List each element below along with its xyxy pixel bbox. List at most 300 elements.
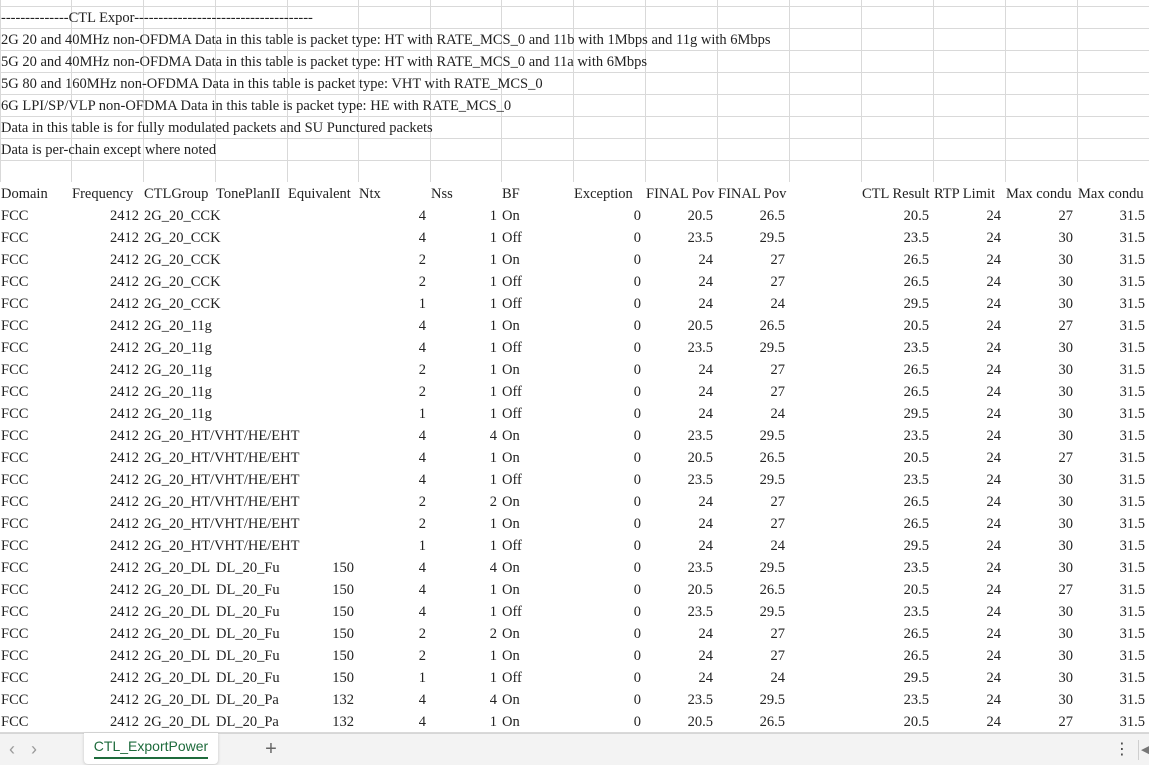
cell-equivalent[interactable]: 150 <box>287 622 358 644</box>
cell-toneplan[interactable]: DL_20_Fu <box>215 556 287 578</box>
cell-final-pov-1[interactable]: 24 <box>645 270 717 292</box>
cell-ctlgroup[interactable]: 2G_20_HT/VHT/HE/EHT <box>143 490 358 512</box>
cell-ctl-result[interactable]: 23.5 <box>861 468 933 490</box>
cell-ctlgroup[interactable]: 2G_20_HT/VHT/HE/EHT <box>143 512 358 534</box>
cell-ctlgroup[interactable]: 2G_20_DL <box>143 556 215 578</box>
cell-nss[interactable]: 1 <box>430 270 501 292</box>
cell-domain[interactable]: FCC <box>0 270 71 292</box>
cell-final-pov-1[interactable]: 24 <box>645 490 717 512</box>
cell-max-condu-1[interactable]: 30 <box>1005 490 1077 512</box>
cell-rtp-limit[interactable]: 24 <box>933 622 1005 644</box>
cell-exception[interactable]: 0 <box>573 490 645 512</box>
cell-nss[interactable]: 1 <box>430 204 501 226</box>
header-cell-frequency[interactable]: Frequency <box>71 182 143 204</box>
cell-rtp-limit[interactable]: 24 <box>933 424 1005 446</box>
cell-final-pov-1[interactable]: 20.5 <box>645 578 717 600</box>
cell-frequency[interactable]: 2412 <box>71 292 143 314</box>
cell-domain[interactable]: FCC <box>0 380 71 402</box>
cell-rtp-limit[interactable]: 24 <box>933 710 1005 732</box>
cell-rtp-limit[interactable]: 24 <box>933 534 1005 556</box>
cell-nss[interactable]: 1 <box>430 402 501 424</box>
cell-domain[interactable]: FCC <box>0 600 71 622</box>
cell-bf[interactable]: On <box>501 490 573 512</box>
cell-blank[interactable] <box>789 666 861 688</box>
cell-bf[interactable]: On <box>501 204 573 226</box>
cell-equivalent[interactable]: 150 <box>287 644 358 666</box>
cell-max-condu-1[interactable]: 30 <box>1005 600 1077 622</box>
cell-final-pov-1[interactable]: 24 <box>645 292 717 314</box>
cell-nss[interactable]: 1 <box>430 512 501 534</box>
cell-exception[interactable]: 0 <box>573 512 645 534</box>
cell-bf[interactable]: On <box>501 358 573 380</box>
header-cell-bf[interactable]: BF <box>501 182 573 204</box>
cell-ntx[interactable]: 2 <box>358 248 430 270</box>
cell-domain[interactable]: FCC <box>0 688 71 710</box>
cell-toneplan[interactable]: DL_20_Fu <box>215 622 287 644</box>
cell-nss[interactable]: 1 <box>430 446 501 468</box>
cell-ctlgroup[interactable]: 2G_20_HT/VHT/HE/EHT <box>143 468 358 490</box>
cell-bf[interactable]: Off <box>501 402 573 424</box>
cell-frequency[interactable]: 2412 <box>71 556 143 578</box>
cell-rtp-limit[interactable]: 24 <box>933 666 1005 688</box>
cell-rtp-limit[interactable]: 24 <box>933 644 1005 666</box>
cell-exception[interactable]: 0 <box>573 578 645 600</box>
cell-final-pov-1[interactable]: 24 <box>645 248 717 270</box>
cell-domain[interactable]: FCC <box>0 358 71 380</box>
cell-ntx[interactable]: 4 <box>358 600 430 622</box>
cell-blank[interactable] <box>789 358 861 380</box>
cell-final-pov-1[interactable]: 23.5 <box>645 688 717 710</box>
cell-ctlgroup[interactable]: 2G_20_DL <box>143 688 215 710</box>
cell-max-condu-2[interactable]: 31.5 <box>1077 226 1149 248</box>
cell-rtp-limit[interactable]: 24 <box>933 204 1005 226</box>
cell-ntx[interactable]: 2 <box>358 270 430 292</box>
more-options-icon[interactable]: ⋮ <box>1114 741 1130 758</box>
cell-ctlgroup[interactable]: 2G_20_CCK <box>143 292 358 314</box>
cell-final-pov-1[interactable]: 23.5 <box>645 468 717 490</box>
cell-nss[interactable]: 1 <box>430 380 501 402</box>
cell-exception[interactable]: 0 <box>573 688 645 710</box>
cell-final-pov-2[interactable]: 29.5 <box>717 556 789 578</box>
cell-max-condu-2[interactable]: 31.5 <box>1077 336 1149 358</box>
cell-ctlgroup[interactable]: 2G_20_11g <box>143 402 358 424</box>
cell-ctl-result[interactable]: 20.5 <box>861 314 933 336</box>
cell-max-condu-2[interactable]: 31.5 <box>1077 666 1149 688</box>
cell-bf[interactable]: Off <box>501 534 573 556</box>
cell-nss[interactable]: 4 <box>430 688 501 710</box>
cell-ntx[interactable]: 4 <box>358 336 430 358</box>
cell-domain[interactable]: FCC <box>0 534 71 556</box>
cell-ctl-result[interactable]: 23.5 <box>861 226 933 248</box>
cell-max-condu-1[interactable]: 30 <box>1005 468 1077 490</box>
cell-exception[interactable]: 0 <box>573 226 645 248</box>
cell-exception[interactable]: 0 <box>573 358 645 380</box>
cell-final-pov-2[interactable]: 27 <box>717 380 789 402</box>
cell-nss[interactable]: 1 <box>430 358 501 380</box>
cell-max-condu-1[interactable]: 30 <box>1005 666 1077 688</box>
cell-ctlgroup[interactable]: 2G_20_11g <box>143 336 358 358</box>
cell-blank[interactable] <box>789 336 861 358</box>
cell-max-condu-2[interactable]: 31.5 <box>1077 270 1149 292</box>
cell-frequency[interactable]: 2412 <box>71 336 143 358</box>
cell-domain[interactable]: FCC <box>0 446 71 468</box>
cell-final-pov-1[interactable]: 23.5 <box>645 336 717 358</box>
cell-final-pov-1[interactable]: 20.5 <box>645 446 717 468</box>
cell-max-condu-1[interactable]: 30 <box>1005 336 1077 358</box>
cell-blank[interactable] <box>789 688 861 710</box>
cell-frequency[interactable]: 2412 <box>71 314 143 336</box>
cell-ctlgroup[interactable]: 2G_20_DL <box>143 710 215 732</box>
cell-exception[interactable]: 0 <box>573 468 645 490</box>
cell-blank[interactable] <box>789 556 861 578</box>
cell-frequency[interactable]: 2412 <box>71 226 143 248</box>
cell-max-condu-2[interactable]: 31.5 <box>1077 468 1149 490</box>
cell-exception[interactable]: 0 <box>573 292 645 314</box>
cell-frequency[interactable]: 2412 <box>71 468 143 490</box>
cell-ctlgroup[interactable]: 2G_20_HT/VHT/HE/EHT <box>143 424 358 446</box>
cell-max-condu-1[interactable]: 30 <box>1005 644 1077 666</box>
cell-ctlgroup[interactable]: 2G_20_HT/VHT/HE/EHT <box>143 446 358 468</box>
cell-max-condu-1[interactable]: 30 <box>1005 512 1077 534</box>
cell-nss[interactable]: 1 <box>430 600 501 622</box>
cell-rtp-limit[interactable]: 24 <box>933 468 1005 490</box>
cell-rtp-limit[interactable]: 24 <box>933 314 1005 336</box>
cell-nss[interactable]: 1 <box>430 666 501 688</box>
cell-ctl-result[interactable]: 20.5 <box>861 446 933 468</box>
cell-ctl-result[interactable]: 23.5 <box>861 556 933 578</box>
cell-domain[interactable]: FCC <box>0 292 71 314</box>
cell-frequency[interactable]: 2412 <box>71 204 143 226</box>
cell-nss[interactable]: 2 <box>430 622 501 644</box>
cell-nss[interactable]: 1 <box>430 644 501 666</box>
cell-frequency[interactable]: 2412 <box>71 710 143 732</box>
cell-exception[interactable]: 0 <box>573 336 645 358</box>
cell-final-pov-2[interactable]: 26.5 <box>717 446 789 468</box>
cell-ctlgroup[interactable]: 2G_20_CCK <box>143 204 358 226</box>
cell-max-condu-1[interactable]: 30 <box>1005 248 1077 270</box>
cell-ctl-result[interactable]: 29.5 <box>861 534 933 556</box>
cell-max-condu-2[interactable]: 31.5 <box>1077 622 1149 644</box>
cell-final-pov-1[interactable]: 24 <box>645 358 717 380</box>
cell-ctl-result[interactable]: 26.5 <box>861 512 933 534</box>
cell-ntx[interactable]: 1 <box>358 402 430 424</box>
cell-exception[interactable]: 0 <box>573 270 645 292</box>
header-cell-max-condu-1[interactable]: Max condu <box>1005 182 1077 204</box>
cell-ctl-result[interactable]: 20.5 <box>861 710 933 732</box>
cell-equivalent[interactable]: 150 <box>287 556 358 578</box>
cell-rtp-limit[interactable]: 24 <box>933 490 1005 512</box>
cell-rtp-limit[interactable]: 24 <box>933 336 1005 358</box>
cell-ctlgroup[interactable]: 2G_20_CCK <box>143 248 358 270</box>
cell-max-condu-2[interactable]: 31.5 <box>1077 556 1149 578</box>
cell-ctl-result[interactable]: 26.5 <box>861 380 933 402</box>
cell-rtp-limit[interactable]: 24 <box>933 358 1005 380</box>
cell-max-condu-2[interactable]: 31.5 <box>1077 512 1149 534</box>
cell-final-pov-2[interactable]: 29.5 <box>717 336 789 358</box>
cell-exception[interactable]: 0 <box>573 248 645 270</box>
cell-max-condu-1[interactable]: 30 <box>1005 534 1077 556</box>
cell-final-pov-2[interactable]: 29.5 <box>717 468 789 490</box>
cell-blank[interactable] <box>789 314 861 336</box>
cell-ctl-result[interactable]: 20.5 <box>861 204 933 226</box>
cell-rtp-limit[interactable]: 24 <box>933 600 1005 622</box>
cell-final-pov-2[interactable]: 24 <box>717 402 789 424</box>
cell-ntx[interactable]: 4 <box>358 710 430 732</box>
cell-equivalent[interactable]: 150 <box>287 600 358 622</box>
cell-rtp-limit[interactable]: 24 <box>933 248 1005 270</box>
cell-ctl-result[interactable]: 29.5 <box>861 402 933 424</box>
cell-rtp-limit[interactable]: 24 <box>933 226 1005 248</box>
cell-max-condu-2[interactable]: 31.5 <box>1077 424 1149 446</box>
cell-domain[interactable]: FCC <box>0 710 71 732</box>
cell-domain[interactable]: FCC <box>0 622 71 644</box>
cell-bf[interactable]: On <box>501 314 573 336</box>
cell-final-pov-2[interactable]: 27 <box>717 622 789 644</box>
cell-ntx[interactable]: 1 <box>358 292 430 314</box>
cell-exception[interactable]: 0 <box>573 402 645 424</box>
cell-blank[interactable] <box>789 402 861 424</box>
add-sheet-button[interactable]: + <box>265 738 277 760</box>
cell-max-condu-1[interactable]: 27 <box>1005 204 1077 226</box>
cell-max-condu-1[interactable]: 30 <box>1005 622 1077 644</box>
sheet-tab-ctl-exportpower[interactable] <box>84 733 218 764</box>
header-cell-final-pov-2[interactable]: FINAL Pov <box>717 182 789 204</box>
header-cell-toneplan[interactable]: TonePlanII <box>215 182 287 204</box>
cell-domain[interactable]: FCC <box>0 578 71 600</box>
cell-blank[interactable] <box>789 292 861 314</box>
cell-ntx[interactable]: 2 <box>358 358 430 380</box>
cell-domain[interactable]: FCC <box>0 336 71 358</box>
chevron-left-icon[interactable]: ‹ <box>9 739 15 759</box>
cell-final-pov-2[interactable]: 24 <box>717 666 789 688</box>
cell-max-condu-2[interactable]: 31.5 <box>1077 600 1149 622</box>
cell-max-condu-2[interactable]: 31.5 <box>1077 204 1149 226</box>
cell-ntx[interactable]: 2 <box>358 644 430 666</box>
note-cell[interactable]: 2G 20 and 40MHz non-OFDMA Data in this table is packet type: HT with RATE_MCS_0 and 11b with 1Mbps and 11g with 6Mbps <box>1 32 771 48</box>
cell-ntx[interactable]: 1 <box>358 666 430 688</box>
cell-blank[interactable] <box>789 446 861 468</box>
cell-bf[interactable]: Off <box>501 380 573 402</box>
cell-ctl-result[interactable]: 23.5 <box>861 424 933 446</box>
cell-final-pov-1[interactable]: 23.5 <box>645 226 717 248</box>
cell-frequency[interactable]: 2412 <box>71 358 143 380</box>
cell-ntx[interactable]: 4 <box>358 468 430 490</box>
cell-bf[interactable]: On <box>501 446 573 468</box>
cell-ctl-result[interactable]: 26.5 <box>861 622 933 644</box>
cell-rtp-limit[interactable]: 24 <box>933 446 1005 468</box>
cell-ctlgroup[interactable]: 2G_20_HT/VHT/HE/EHT <box>143 534 358 556</box>
cell-final-pov-2[interactable]: 26.5 <box>717 578 789 600</box>
cell-final-pov-2[interactable]: 27 <box>717 512 789 534</box>
cell-ntx[interactable]: 4 <box>358 226 430 248</box>
cell-max-condu-2[interactable]: 31.5 <box>1077 578 1149 600</box>
cell-ctlgroup[interactable]: 2G_20_DL <box>143 600 215 622</box>
cell-ctl-result[interactable]: 23.5 <box>861 336 933 358</box>
cell-max-condu-2[interactable]: 31.5 <box>1077 248 1149 270</box>
cell-ctlgroup[interactable]: 2G_20_DL <box>143 666 215 688</box>
cell-ctl-result[interactable]: 26.5 <box>861 358 933 380</box>
cell-rtp-limit[interactable]: 24 <box>933 292 1005 314</box>
cell-final-pov-2[interactable]: 26.5 <box>717 710 789 732</box>
cell-frequency[interactable]: 2412 <box>71 424 143 446</box>
cell-exception[interactable]: 0 <box>573 556 645 578</box>
cell-final-pov-2[interactable]: 27 <box>717 644 789 666</box>
cell-ntx[interactable]: 2 <box>358 380 430 402</box>
cell-blank[interactable] <box>789 424 861 446</box>
cell-nss[interactable]: 2 <box>430 490 501 512</box>
note-cell[interactable]: 5G 20 and 40MHz non-OFDMA Data in this table is packet type: HT with RATE_MCS_0 and 11a with 6Mbps <box>1 54 648 70</box>
cell-domain[interactable]: FCC <box>0 556 71 578</box>
cell-rtp-limit[interactable]: 24 <box>933 270 1005 292</box>
cell-nss[interactable]: 1 <box>430 534 501 556</box>
cell-ctlgroup[interactable]: 2G_20_11g <box>143 314 358 336</box>
cell-final-pov-1[interactable]: 24 <box>645 644 717 666</box>
cell-max-condu-1[interactable]: 27 <box>1005 710 1077 732</box>
cell-frequency[interactable]: 2412 <box>71 490 143 512</box>
cell-frequency[interactable]: 2412 <box>71 600 143 622</box>
cell-max-condu-1[interactable]: 30 <box>1005 424 1077 446</box>
header-cell-nss[interactable]: Nss <box>430 182 501 204</box>
cell-bf[interactable]: Off <box>501 226 573 248</box>
cell-bf[interactable]: Off <box>501 666 573 688</box>
cell-final-pov-1[interactable]: 23.5 <box>645 556 717 578</box>
cell-bf[interactable]: On <box>501 248 573 270</box>
cell-exception[interactable]: 0 <box>573 424 645 446</box>
cell-frequency[interactable]: 2412 <box>71 644 143 666</box>
cell-blank[interactable] <box>789 468 861 490</box>
cell-ntx[interactable]: 1 <box>358 534 430 556</box>
cell-ctl-result[interactable]: 20.5 <box>861 578 933 600</box>
cell-toneplan[interactable]: DL_20_Pa <box>215 688 287 710</box>
cell-nss[interactable]: 1 <box>430 292 501 314</box>
cell-final-pov-1[interactable]: 23.5 <box>645 600 717 622</box>
cell-final-pov-2[interactable]: 26.5 <box>717 204 789 226</box>
cell-max-condu-2[interactable]: 31.5 <box>1077 534 1149 556</box>
cell-final-pov-1[interactable]: 24 <box>645 534 717 556</box>
cell-frequency[interactable]: 2412 <box>71 512 143 534</box>
cell-final-pov-1[interactable]: 24 <box>645 622 717 644</box>
cell-rtp-limit[interactable]: 24 <box>933 556 1005 578</box>
cell-domain[interactable]: FCC <box>0 204 71 226</box>
cell-final-pov-2[interactable]: 29.5 <box>717 226 789 248</box>
chevron-right-icon[interactable]: › <box>31 739 37 759</box>
cell-max-condu-1[interactable]: 30 <box>1005 270 1077 292</box>
cell-max-condu-2[interactable]: 31.5 <box>1077 402 1149 424</box>
cell-ntx[interactable]: 4 <box>358 424 430 446</box>
note-cell[interactable]: 6G LPI/SP/VLP non-OFDMA Data in this table is packet type: HE with RATE_MCS_0 <box>1 98 512 114</box>
cell-toneplan[interactable]: DL_20_Fu <box>215 644 287 666</box>
cell-final-pov-2[interactable]: 27 <box>717 270 789 292</box>
cell-final-pov-2[interactable]: 24 <box>717 534 789 556</box>
cell-bf[interactable]: Off <box>501 468 573 490</box>
cell-ctl-result[interactable]: 23.5 <box>861 688 933 710</box>
header-cell-domain[interactable]: Domain <box>0 182 71 204</box>
cell-domain[interactable]: FCC <box>0 402 71 424</box>
cell-ntx[interactable]: 2 <box>358 512 430 534</box>
cell-max-condu-2[interactable]: 31.5 <box>1077 314 1149 336</box>
cell-blank[interactable] <box>789 512 861 534</box>
header-cell-exception[interactable]: Exception <box>573 182 645 204</box>
cell-blank[interactable] <box>789 380 861 402</box>
cell-nss[interactable]: 1 <box>430 336 501 358</box>
cell-exception[interactable]: 0 <box>573 314 645 336</box>
cell-blank[interactable] <box>789 226 861 248</box>
cell-domain[interactable]: FCC <box>0 468 71 490</box>
cell-final-pov-1[interactable]: 20.5 <box>645 710 717 732</box>
cell-max-condu-2[interactable]: 31.5 <box>1077 688 1149 710</box>
cell-final-pov-2[interactable]: 29.5 <box>717 424 789 446</box>
cell-bf[interactable]: Off <box>501 292 573 314</box>
cell-exception[interactable]: 0 <box>573 534 645 556</box>
cell-max-condu-1[interactable]: 27 <box>1005 578 1077 600</box>
cell-final-pov-2[interactable]: 27 <box>717 358 789 380</box>
header-cell-ntx[interactable]: Ntx <box>358 182 430 204</box>
cell-exception[interactable]: 0 <box>573 622 645 644</box>
cell-domain[interactable]: FCC <box>0 490 71 512</box>
cell-blank[interactable] <box>789 644 861 666</box>
cell-equivalent[interactable]: 132 <box>287 710 358 732</box>
cell-frequency[interactable]: 2412 <box>71 248 143 270</box>
header-cell-blank[interactable] <box>789 182 861 204</box>
cell-ntx[interactable]: 4 <box>358 204 430 226</box>
cell-max-condu-2[interactable]: 31.5 <box>1077 710 1149 732</box>
cell-max-condu-2[interactable]: 31.5 <box>1077 446 1149 468</box>
cell-max-condu-1[interactable]: 30 <box>1005 358 1077 380</box>
cell-bf[interactable]: On <box>501 644 573 666</box>
cell-bf[interactable]: On <box>501 578 573 600</box>
cell-frequency[interactable]: 2412 <box>71 578 143 600</box>
cell-max-condu-1[interactable]: 30 <box>1005 556 1077 578</box>
cell-blank[interactable] <box>789 248 861 270</box>
cell-ntx[interactable]: 2 <box>358 490 430 512</box>
header-cell-ctl-result[interactable]: CTL Result <box>861 182 933 204</box>
cell-final-pov-2[interactable]: 27 <box>717 490 789 512</box>
cell-ctl-result[interactable]: 26.5 <box>861 490 933 512</box>
cell-blank[interactable] <box>789 600 861 622</box>
cell-final-pov-2[interactable]: 29.5 <box>717 688 789 710</box>
cell-bf[interactable]: On <box>501 424 573 446</box>
cell-toneplan[interactable]: DL_20_Pa <box>215 710 287 732</box>
cell-blank[interactable] <box>789 622 861 644</box>
cell-ntx[interactable]: 4 <box>358 578 430 600</box>
cell-exception[interactable]: 0 <box>573 666 645 688</box>
cell-ntx[interactable]: 4 <box>358 688 430 710</box>
cell-frequency[interactable]: 2412 <box>71 688 143 710</box>
note-cell[interactable]: Data in this table is for fully modulated packets and SU Punctured packets <box>1 120 433 136</box>
cell-bf[interactable]: Off <box>501 270 573 292</box>
cell-exception[interactable]: 0 <box>573 600 645 622</box>
cell-ctl-result[interactable]: 29.5 <box>861 666 933 688</box>
cell-ctlgroup[interactable]: 2G_20_DL <box>143 644 215 666</box>
cell-exception[interactable]: 0 <box>573 710 645 732</box>
cell-frequency[interactable]: 2412 <box>71 446 143 468</box>
cell-frequency[interactable]: 2412 <box>71 380 143 402</box>
cell-blank[interactable] <box>789 578 861 600</box>
cell-toneplan[interactable]: DL_20_Fu <box>215 578 287 600</box>
cell-frequency[interactable]: 2412 <box>71 666 143 688</box>
note-cell[interactable]: --------------CTL Expor------------------------------------- <box>1 10 313 26</box>
cell-ctlgroup[interactable]: 2G_20_CCK <box>143 226 358 248</box>
cell-frequency[interactable]: 2412 <box>71 270 143 292</box>
cell-blank[interactable] <box>789 204 861 226</box>
cell-ntx[interactable]: 4 <box>358 446 430 468</box>
cell-bf[interactable]: Off <box>501 336 573 358</box>
cell-ctlgroup[interactable]: 2G_20_11g <box>143 358 358 380</box>
note-cell[interactable]: 5G 80 and 160MHz non-OFDMA Data in this table is packet type: VHT with RATE_MCS_0 <box>1 76 543 92</box>
cell-nss[interactable]: 4 <box>430 556 501 578</box>
cell-frequency[interactable]: 2412 <box>71 534 143 556</box>
header-cell-max-condu-2[interactable]: Max condu <box>1077 182 1149 204</box>
